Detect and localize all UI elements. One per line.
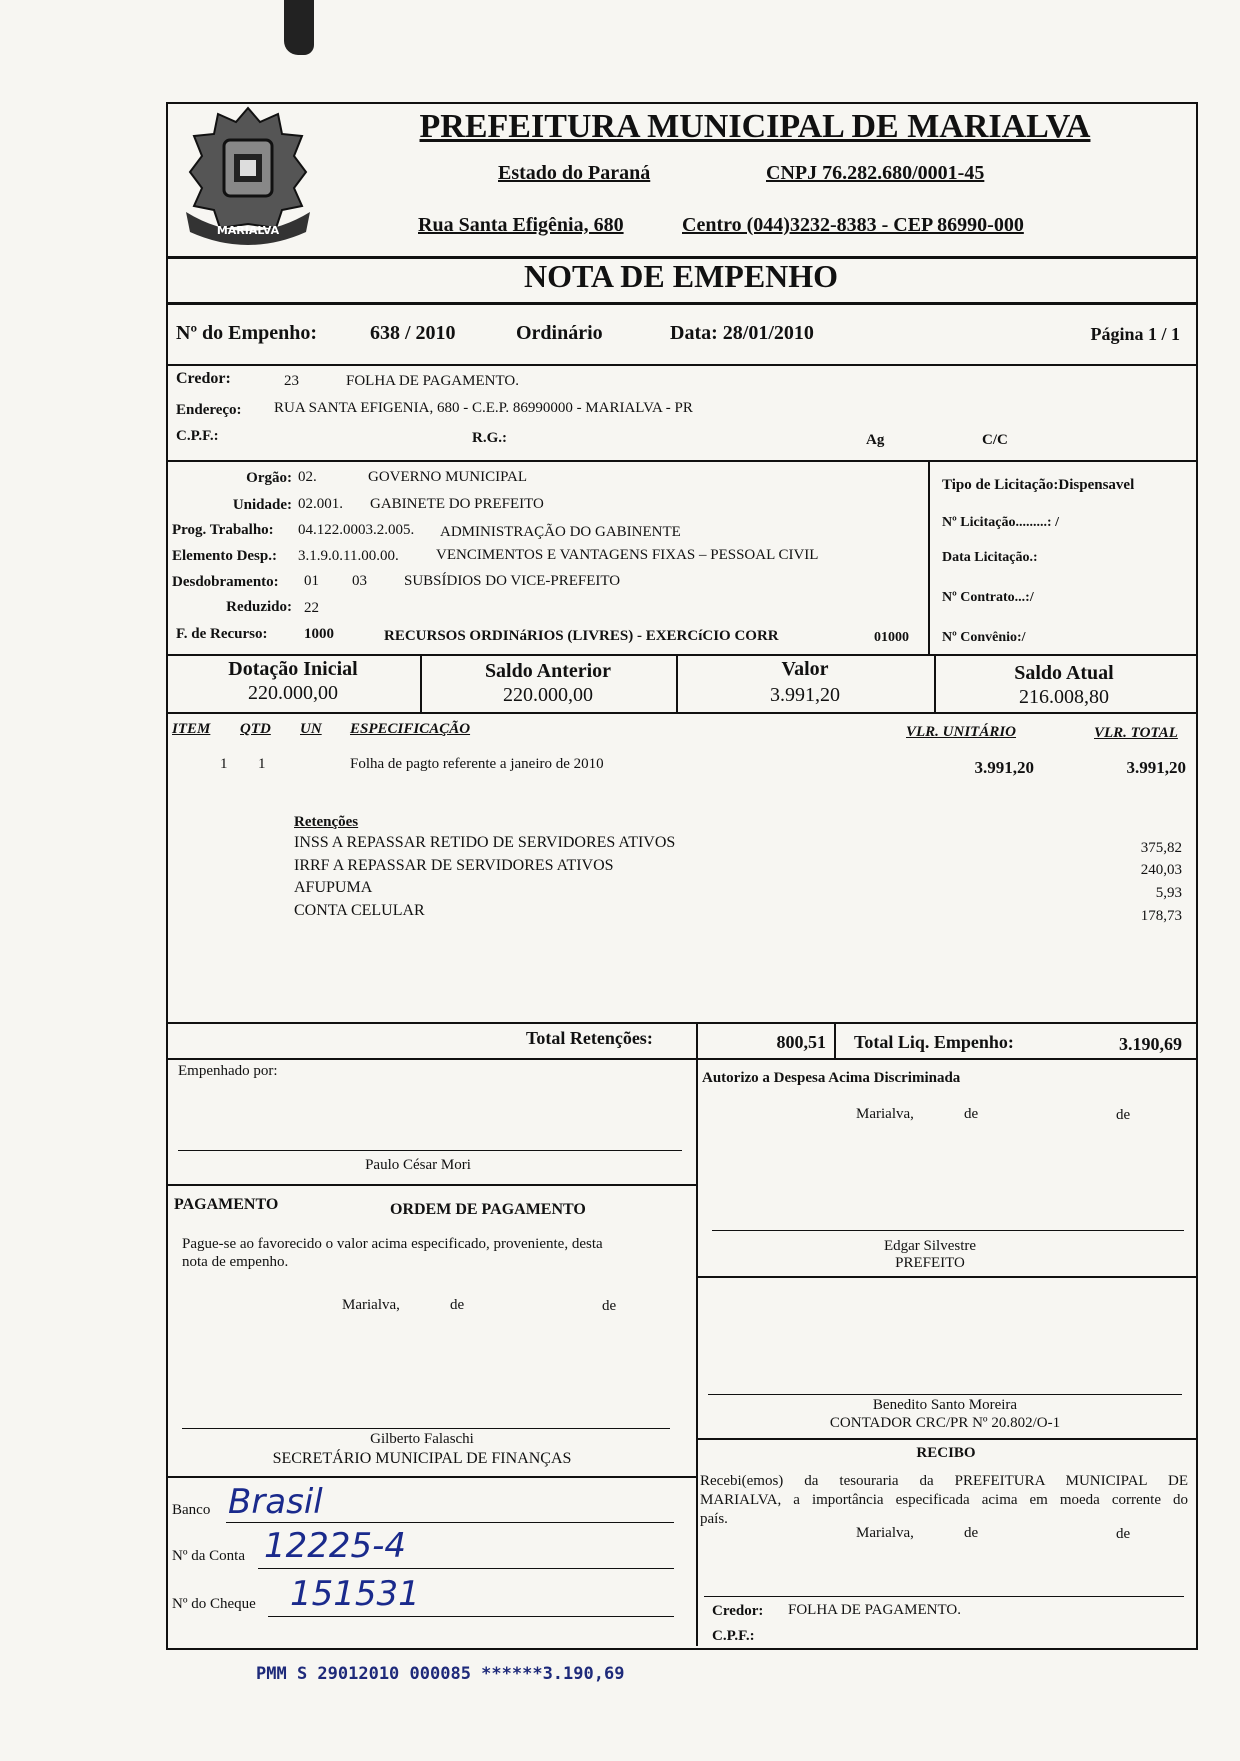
rg-label: R.G.: [472,430,507,446]
item-vlr-total: 3.991,20 [1126,758,1186,777]
recibo-place: Marialva, [856,1525,914,1541]
prog-value: ADMINISTRAÇÃO DO GABINENTE [440,524,681,540]
saldo-atual-label: Saldo Atual [1014,662,1114,684]
unidade-code: 02.001. [298,496,343,512]
cheque-label: Nº do Cheque [172,1596,256,1612]
cpf-label: C.P.F.: [176,428,219,444]
total-liquido-value: 3.190,69 [1119,1034,1182,1054]
empenhado-label: Empenhado por: [178,1063,278,1079]
pagamento-text-2: nota de empenho. [182,1254,289,1270]
credor-label: Credor: [176,370,231,387]
retencao-value-afupuma: 5,93 [1155,885,1182,901]
doc-title: NOTA DE EMPENHO [523,258,839,294]
orgao-label: Orgão: [246,470,292,486]
ag-label: Ag [866,432,885,448]
banco-handwritten: Brasil [228,1482,323,1522]
recibo-de-2: de [1116,1526,1131,1542]
col-item: ITEM [172,721,211,737]
reduzido-label: Reduzido: [226,599,292,615]
contador-role: CONTADOR CRC/PR Nº 20.802/O-1 [829,1415,1061,1431]
unidade-label: Unidade: [232,497,292,513]
valor-value: 3.991,20 [770,684,840,706]
pagamento-place: Marialva, [342,1297,400,1313]
recibo-de-1: de [964,1525,979,1541]
prefeito-name: Edgar Silvestre [883,1238,977,1254]
header-address: Rua Santa Efigênia, 680 [418,214,624,236]
desdobramento-label: Desdobramento: [172,574,279,590]
retencao-value-inss: 375,82 [1140,840,1182,856]
licitacao-numero: Nº Licitação.........: / [942,515,1059,530]
recibo-credor-label: Credor: [712,1603,764,1619]
col-vlr-unitario: VLR. UNITÁRIO [906,724,1017,740]
recurso-label: F. de Recurso: [176,626,268,642]
saldo-dotacao-label: Dotação Inicial [228,658,358,680]
header-title: PREFEITURA MUNICIPAL DE MARIALVA [419,108,1091,145]
retencao-label-inss: INSS A REPASSAR RETIDO DE SERVIDORES ATIVOS [294,834,676,851]
contador-name: Benedito Santo Moreira [872,1397,1018,1413]
reduzido-value: 22 [304,600,319,616]
licitacao-data: Data Licitação.: [942,550,1038,565]
autorizo-de-1: de [964,1106,979,1122]
item-number: 1 [220,756,228,772]
valor-label: Valor [781,658,829,680]
elemento-label: Elemento Desp.: [172,548,277,564]
total-liquido-label: Total Liq. Empenho: [854,1032,1014,1052]
desdobramento-b: 03 [352,573,367,589]
recibo-cpf-label: C.P.F.: [712,1628,755,1644]
saldo-anterior-value: 220.000,00 [503,684,593,706]
saldo-atual-value: 216.008,80 [1019,686,1109,708]
recurso-code: 1000 [304,626,334,642]
cheque-handwritten: 151531 [290,1574,420,1614]
licitacao-contrato: Nº Contrato...:/ [942,590,1034,605]
header-cnpj: CNPJ 76.282.680/0001-45 [766,162,985,184]
elemento-code: 3.1.9.0.11.00.00. [298,548,399,564]
prefeito-role: PREFEITO [895,1255,965,1271]
total-retencoes-value: 800,51 [776,1032,826,1052]
total-retencoes-label: Total Retenções: [526,1028,653,1048]
col-especificacao: ESPECIFICAÇÃO [350,721,471,737]
cc-label: C/C [982,432,1008,448]
saldo-dotacao-value: 220.000,00 [248,682,338,704]
banco-label: Banco [172,1502,211,1518]
prog-code: 04.122.0003.2.005. [298,522,415,538]
recibo-credor-value: FOLHA DE PAGAMENTO. [788,1602,961,1618]
licitacao-convenio: Nº Convênio:/ [942,630,1026,645]
recurso-number: 01000 [874,630,909,645]
conta-handwritten: 12225-4 [264,1526,407,1566]
secretario-name: Gilberto Falaschi [370,1431,474,1447]
pagamento-text-1: Pague-se ao favorecido o valor acima especificado, proveniente, desta [182,1236,603,1252]
retencao-label-celular: CONTA CELULAR [294,902,425,919]
endereco-label: Endereço: [176,402,242,418]
header-contact: Centro (044)3232-8383 - CEP 86990-000 [682,214,1024,236]
svg-text:MARIALVA: MARIALVA [216,224,280,237]
page-indicator: Página 1 / 1 [1090,324,1180,344]
orgao-code: 02. [298,469,317,485]
empenho-number: 638 / 2010 [370,322,456,344]
elemento-value: VENCIMENTOS E VANTAGENS FIXAS – PESSOAL CIVIL [436,547,819,563]
desdobramento-a: 01 [304,573,319,589]
retencoes-title: Retenções [294,814,359,830]
col-qtd: QTD [240,721,271,737]
item-qtd: 1 [258,756,266,772]
orgao-value: GOVERNO MUNICIPAL [368,469,528,485]
desdobramento-value: SUBSÍDIOS DO VICE-PREFEITO [404,573,621,589]
retencao-label-irrf: IRRF A REPASSAR DE SERVIDORES ATIVOS [294,857,614,874]
credor-name: FOLHA DE PAGAMENTO. [346,373,519,389]
licitacao-tipo: Tipo de Licitação:Dispensavel [942,477,1135,493]
retencao-label-afupuma: AFUPUMA [294,879,373,896]
recurso-value: RECURSOS ORDINáRIOS (LIVRES) - EXERCíCIO CORR [384,628,779,644]
retencao-value-celular: 178,73 [1140,908,1182,924]
col-vlr-total: VLR. TOTAL [1094,725,1178,741]
autorizo-place: Marialva, [856,1106,914,1122]
city-seal-logo [178,100,318,250]
secretario-role: SECRETÁRIO MUNICIPAL DE FINANÇAS [272,1450,572,1467]
pagamento-de-2: de [602,1298,617,1314]
endereco-value: RUA SANTA EFIGENIA, 680 - C.E.P. 86990000 - MARIALVA - PR [274,400,693,416]
recibo-text-2: MARIALVA, a importância especificada acima em moeda corrente do [700,1492,1188,1508]
item-especificacao: Folha de pagto referente a janeiro de 2010 [350,756,604,772]
empenho-label: Nº do Empenho: [176,322,318,344]
col-un: UN [300,721,322,737]
cheque-stamp: PMM S 29012010 000085 ******3.190,69 [256,1664,625,1684]
retencao-value-irrf: 240,03 [1140,862,1182,878]
credor-code: 23 [284,373,299,389]
prog-label: Prog. Trabalho: [172,522,274,538]
ordem-pagamento-title: ORDEM DE PAGAMENTO [390,1201,586,1218]
autorizo-de-2: de [1116,1107,1131,1123]
conta-label: Nº da Conta [172,1548,245,1564]
unidade-value: GABINETE DO PREFEITO [370,496,544,512]
pagamento-label: PAGAMENTO [174,1196,279,1213]
pagamento-de-1: de [450,1297,465,1313]
recibo-title: RECIBO [916,1445,976,1461]
autorizo-title: Autorizo a Despesa Acima Discriminada [702,1070,961,1086]
header-state: Estado do Paraná [498,162,651,184]
recibo-text-3: país. [700,1511,728,1527]
saldo-anterior-label: Saldo Anterior [484,660,612,682]
empenho-type: Ordinário [516,322,603,344]
empenhado-name: Paulo César Mori [365,1157,471,1173]
recibo-text-1: Recebi(emos) da tesouraria da PREFEITURA MUNICIPAL DE [700,1473,1188,1489]
scan-mark [284,0,314,55]
empenho-date: Data: 28/01/2010 [670,322,814,344]
item-vlr-unitario: 3.991,20 [974,758,1034,777]
